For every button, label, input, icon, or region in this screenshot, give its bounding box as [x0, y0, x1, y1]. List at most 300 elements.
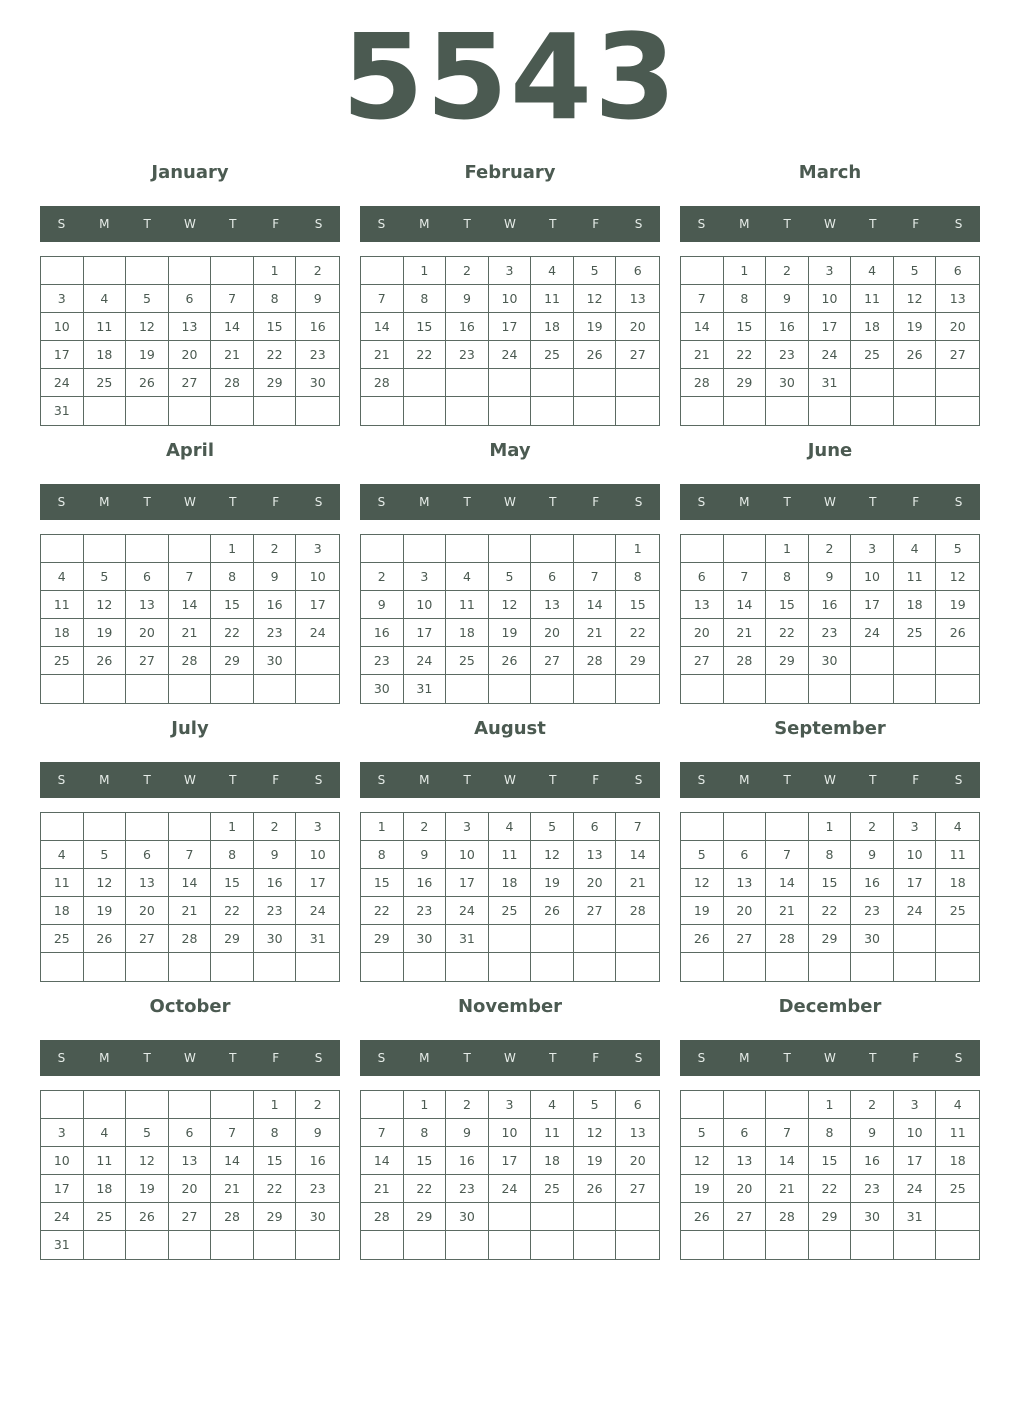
- day-cell: 19: [126, 1175, 169, 1203]
- day-cell: 20: [574, 869, 617, 897]
- empty-day-cell: [296, 647, 339, 675]
- day-cell: 18: [446, 619, 489, 647]
- day-cell: 28: [211, 369, 254, 397]
- empty-day-cell: [936, 953, 979, 981]
- day-cell: 15: [211, 869, 254, 897]
- empty-day-cell: [404, 369, 447, 397]
- day-cell: 25: [936, 1175, 979, 1203]
- month-title: May: [489, 440, 531, 461]
- empty-day-cell: [616, 925, 659, 953]
- empty-day-cell: [84, 813, 127, 841]
- weekday-label: S: [634, 773, 643, 787]
- empty-day-cell: [489, 675, 532, 703]
- weekday-label: T: [463, 495, 471, 509]
- day-cell: 27: [936, 341, 979, 369]
- empty-day-cell: [489, 1203, 532, 1231]
- day-cell: 29: [254, 369, 297, 397]
- weekday-label: F: [272, 495, 280, 509]
- day-cell: 21: [766, 1175, 809, 1203]
- day-cell: 2: [296, 257, 339, 285]
- day-cell: 21: [169, 619, 212, 647]
- day-cell: 16: [851, 1147, 894, 1175]
- day-cell: 11: [936, 1119, 979, 1147]
- day-cell: 20: [724, 1175, 767, 1203]
- day-cell: 29: [361, 925, 404, 953]
- empty-day-cell: [574, 953, 617, 981]
- weekday-label: F: [272, 1051, 280, 1065]
- day-cell: 1: [809, 1091, 852, 1119]
- day-cell: 25: [84, 369, 127, 397]
- day-cell: 5: [894, 257, 937, 285]
- day-cell: 7: [169, 841, 212, 869]
- day-cell: 13: [169, 1147, 212, 1175]
- day-cell: 2: [446, 1091, 489, 1119]
- day-cell: 28: [616, 897, 659, 925]
- day-cell: 10: [894, 1119, 937, 1147]
- day-cell: 26: [681, 1203, 724, 1231]
- day-cell: 8: [254, 1119, 297, 1147]
- day-cell: 21: [681, 341, 724, 369]
- day-cell: 1: [254, 1091, 297, 1119]
- day-cell: 3: [446, 813, 489, 841]
- day-cell: 17: [894, 1147, 937, 1175]
- weekday-label: T: [229, 1051, 237, 1065]
- day-cell: 20: [126, 619, 169, 647]
- empty-day-cell: [574, 1203, 617, 1231]
- day-cell: 7: [211, 285, 254, 313]
- day-cell: 10: [851, 563, 894, 591]
- day-cell: 22: [616, 619, 659, 647]
- day-cell: 17: [809, 313, 852, 341]
- day-cell: 8: [809, 1119, 852, 1147]
- day-cell: 25: [84, 1203, 127, 1231]
- weekday-label: S: [377, 773, 386, 787]
- day-cell: 4: [489, 813, 532, 841]
- day-cell: 6: [616, 257, 659, 285]
- empty-day-cell: [211, 1091, 254, 1119]
- day-cell: 6: [681, 563, 724, 591]
- day-cell: 18: [84, 341, 127, 369]
- day-cell: 8: [404, 285, 447, 313]
- day-cell: 23: [254, 897, 297, 925]
- day-cell: 9: [766, 285, 809, 313]
- day-cell: 24: [489, 1175, 532, 1203]
- empty-day-cell: [936, 675, 979, 703]
- day-cell: 15: [254, 1147, 297, 1175]
- weekday-label: F: [912, 217, 920, 231]
- day-cell: 13: [936, 285, 979, 313]
- empty-day-cell: [254, 397, 297, 425]
- day-cell: 7: [616, 813, 659, 841]
- weekday-label: T: [783, 1051, 791, 1065]
- empty-day-cell: [936, 1203, 979, 1231]
- day-cell: 18: [41, 897, 84, 925]
- day-cell: 23: [446, 1175, 489, 1203]
- day-cell: 14: [361, 1147, 404, 1175]
- day-cell: 27: [616, 1175, 659, 1203]
- day-cell: 20: [724, 897, 767, 925]
- day-cell: 29: [211, 647, 254, 675]
- weekday-label: T: [783, 495, 791, 509]
- weekday-label: T: [869, 495, 877, 509]
- day-grid: [360, 534, 660, 704]
- empty-day-cell: [531, 1203, 574, 1231]
- weekday-label: S: [57, 217, 66, 231]
- day-cell: 16: [254, 591, 297, 619]
- day-cell: 1: [361, 813, 404, 841]
- day-cell: 11: [41, 591, 84, 619]
- weekday-label: T: [869, 773, 877, 787]
- day-cell: 2: [851, 813, 894, 841]
- day-grid: [360, 1090, 660, 1260]
- weekday-label: M: [419, 1051, 430, 1065]
- empty-day-cell: [296, 953, 339, 981]
- day-grid: [40, 256, 340, 426]
- day-cell: 22: [809, 1175, 852, 1203]
- empty-day-cell: [41, 813, 84, 841]
- day-cell: 21: [616, 869, 659, 897]
- day-cell: 3: [404, 563, 447, 591]
- day-cell: 23: [809, 619, 852, 647]
- day-cell: 25: [531, 1175, 574, 1203]
- day-cell: 31: [404, 675, 447, 703]
- day-cell: 3: [296, 813, 339, 841]
- empty-day-cell: [851, 953, 894, 981]
- empty-day-cell: [574, 369, 617, 397]
- day-cell: 30: [851, 925, 894, 953]
- empty-day-cell: [616, 675, 659, 703]
- empty-day-cell: [446, 953, 489, 981]
- empty-day-cell: [809, 1231, 852, 1259]
- weekday-header: [40, 484, 340, 520]
- empty-day-cell: [936, 1231, 979, 1259]
- day-cell: 11: [851, 285, 894, 313]
- day-cell: 7: [766, 1119, 809, 1147]
- day-cell: 27: [531, 647, 574, 675]
- day-cell: 1: [766, 535, 809, 563]
- day-cell: 23: [254, 619, 297, 647]
- day-cell: 29: [211, 925, 254, 953]
- day-cell: 22: [404, 1175, 447, 1203]
- weekday-label: S: [57, 773, 66, 787]
- day-cell: 20: [169, 1175, 212, 1203]
- day-cell: 23: [296, 341, 339, 369]
- day-cell: 7: [766, 841, 809, 869]
- day-cell: 14: [361, 313, 404, 341]
- day-cell: 10: [41, 313, 84, 341]
- day-cell: 17: [894, 869, 937, 897]
- empty-day-cell: [936, 369, 979, 397]
- day-cell: 9: [446, 285, 489, 313]
- empty-day-cell: [211, 675, 254, 703]
- weekday-label: T: [143, 1051, 151, 1065]
- day-cell: 6: [169, 1119, 212, 1147]
- day-cell: 31: [446, 925, 489, 953]
- day-cell: 29: [254, 1203, 297, 1231]
- day-cell: 12: [574, 285, 617, 313]
- day-cell: 13: [724, 1147, 767, 1175]
- day-cell: 16: [404, 869, 447, 897]
- day-cell: 9: [296, 1119, 339, 1147]
- weekday-label: S: [377, 495, 386, 509]
- day-cell: 1: [211, 535, 254, 563]
- weekday-header: [680, 206, 980, 242]
- day-cell: 4: [84, 1119, 127, 1147]
- day-cell: 26: [84, 647, 127, 675]
- day-cell: 15: [254, 313, 297, 341]
- day-cell: 7: [211, 1119, 254, 1147]
- day-grid: [680, 256, 980, 426]
- day-cell: 25: [446, 647, 489, 675]
- weekday-label: S: [634, 1051, 643, 1065]
- day-cell: 2: [296, 1091, 339, 1119]
- day-grid: [680, 1090, 980, 1260]
- empty-day-cell: [126, 535, 169, 563]
- empty-day-cell: [169, 953, 212, 981]
- day-cell: 10: [489, 285, 532, 313]
- day-cell: 19: [531, 869, 574, 897]
- empty-day-cell: [404, 397, 447, 425]
- day-cell: 27: [126, 647, 169, 675]
- day-cell: 19: [936, 591, 979, 619]
- day-cell: 18: [894, 591, 937, 619]
- day-cell: 17: [489, 313, 532, 341]
- month-title: January: [151, 162, 229, 183]
- day-cell: 16: [809, 591, 852, 619]
- day-cell: 8: [809, 841, 852, 869]
- day-cell: 9: [254, 563, 297, 591]
- empty-day-cell: [84, 1091, 127, 1119]
- day-cell: 10: [809, 285, 852, 313]
- day-cell: 22: [211, 897, 254, 925]
- month-title: March: [798, 162, 862, 183]
- empty-day-cell: [254, 1231, 297, 1259]
- day-cell: 26: [936, 619, 979, 647]
- empty-day-cell: [361, 1091, 404, 1119]
- empty-day-cell: [211, 953, 254, 981]
- day-cell: 5: [681, 1119, 724, 1147]
- day-cell: 22: [404, 341, 447, 369]
- day-cell: 4: [41, 563, 84, 591]
- day-cell: 15: [616, 591, 659, 619]
- day-cell: 3: [41, 1119, 84, 1147]
- day-grid: [680, 812, 980, 982]
- day-cell: 19: [574, 313, 617, 341]
- empty-day-cell: [894, 1231, 937, 1259]
- weekday-label: S: [634, 495, 643, 509]
- day-cell: 1: [211, 813, 254, 841]
- day-grid: [40, 1090, 340, 1260]
- weekday-header: [40, 206, 340, 242]
- day-cell: 25: [489, 897, 532, 925]
- month-title: August: [474, 718, 546, 739]
- empty-day-cell: [809, 675, 852, 703]
- empty-day-cell: [724, 953, 767, 981]
- day-cell: 2: [851, 1091, 894, 1119]
- weekday-label: S: [377, 217, 386, 231]
- weekday-label: F: [592, 495, 600, 509]
- weekday-label: M: [739, 773, 750, 787]
- day-cell: 24: [41, 369, 84, 397]
- day-cell: 14: [766, 1147, 809, 1175]
- empty-day-cell: [489, 369, 532, 397]
- empty-day-cell: [681, 953, 724, 981]
- weekday-label: T: [229, 773, 237, 787]
- day-cell: 12: [936, 563, 979, 591]
- day-cell: 25: [41, 647, 84, 675]
- day-cell: 31: [894, 1203, 937, 1231]
- empty-day-cell: [126, 1231, 169, 1259]
- day-cell: 26: [681, 925, 724, 953]
- day-cell: 11: [936, 841, 979, 869]
- day-cell: 7: [724, 563, 767, 591]
- empty-day-cell: [211, 257, 254, 285]
- weekday-label: T: [549, 1051, 557, 1065]
- day-cell: 5: [574, 257, 617, 285]
- empty-day-cell: [361, 257, 404, 285]
- empty-day-cell: [489, 953, 532, 981]
- empty-day-cell: [616, 397, 659, 425]
- day-cell: 8: [404, 1119, 447, 1147]
- day-cell: 22: [211, 619, 254, 647]
- day-cell: 12: [681, 869, 724, 897]
- month-title: June: [807, 440, 853, 461]
- weekday-label: W: [824, 495, 836, 509]
- weekday-header: [680, 1040, 980, 1076]
- day-cell: 17: [41, 341, 84, 369]
- empty-day-cell: [936, 925, 979, 953]
- day-cell: 13: [616, 285, 659, 313]
- day-cell: 21: [361, 341, 404, 369]
- empty-day-cell: [766, 953, 809, 981]
- day-cell: 26: [126, 369, 169, 397]
- day-cell: 11: [41, 869, 84, 897]
- day-cell: 18: [851, 313, 894, 341]
- empty-day-cell: [724, 1231, 767, 1259]
- weekday-label: T: [229, 217, 237, 231]
- empty-day-cell: [296, 397, 339, 425]
- empty-day-cell: [126, 953, 169, 981]
- empty-day-cell: [296, 1231, 339, 1259]
- weekday-label: S: [314, 217, 323, 231]
- empty-day-cell: [681, 535, 724, 563]
- weekday-label: T: [143, 495, 151, 509]
- day-cell: 17: [296, 869, 339, 897]
- empty-day-cell: [766, 813, 809, 841]
- empty-day-cell: [724, 1091, 767, 1119]
- weekday-label: M: [419, 217, 430, 231]
- day-cell: 10: [296, 563, 339, 591]
- day-cell: 5: [126, 1119, 169, 1147]
- weekday-label: S: [634, 217, 643, 231]
- empty-day-cell: [531, 925, 574, 953]
- weekday-header: [360, 206, 660, 242]
- day-cell: 5: [489, 563, 532, 591]
- day-cell: 17: [489, 1147, 532, 1175]
- day-cell: 20: [126, 897, 169, 925]
- empty-day-cell: [254, 953, 297, 981]
- day-cell: 26: [84, 925, 127, 953]
- day-cell: 11: [84, 313, 127, 341]
- day-cell: 3: [41, 285, 84, 313]
- empty-day-cell: [574, 675, 617, 703]
- day-cell: 3: [489, 1091, 532, 1119]
- day-cell: 17: [851, 591, 894, 619]
- day-cell: 13: [126, 869, 169, 897]
- day-cell: 19: [894, 313, 937, 341]
- day-cell: 27: [574, 897, 617, 925]
- weekday-label: F: [912, 495, 920, 509]
- day-cell: 2: [404, 813, 447, 841]
- empty-day-cell: [531, 535, 574, 563]
- empty-day-cell: [41, 1091, 84, 1119]
- empty-day-cell: [531, 1231, 574, 1259]
- day-cell: 4: [936, 1091, 979, 1119]
- empty-day-cell: [681, 1231, 724, 1259]
- day-cell: 5: [681, 841, 724, 869]
- day-cell: 15: [724, 313, 767, 341]
- day-cell: 7: [361, 285, 404, 313]
- empty-day-cell: [681, 397, 724, 425]
- day-cell: 15: [211, 591, 254, 619]
- day-cell: 12: [489, 591, 532, 619]
- day-cell: 19: [126, 341, 169, 369]
- day-cell: 20: [616, 1147, 659, 1175]
- day-cell: 14: [574, 591, 617, 619]
- empty-day-cell: [169, 1231, 212, 1259]
- day-cell: 29: [809, 925, 852, 953]
- empty-day-cell: [766, 1231, 809, 1259]
- day-cell: 30: [296, 369, 339, 397]
- day-cell: 6: [936, 257, 979, 285]
- empty-day-cell: [296, 675, 339, 703]
- day-cell: 10: [894, 841, 937, 869]
- day-cell: 17: [296, 591, 339, 619]
- day-cell: 16: [361, 619, 404, 647]
- day-cell: 25: [936, 897, 979, 925]
- day-cell: 18: [531, 313, 574, 341]
- day-cell: 23: [404, 897, 447, 925]
- day-cell: 28: [766, 1203, 809, 1231]
- day-cell: 23: [851, 1175, 894, 1203]
- day-cell: 12: [126, 313, 169, 341]
- day-cell: 28: [574, 647, 617, 675]
- day-cell: 6: [126, 563, 169, 591]
- empty-day-cell: [169, 813, 212, 841]
- day-cell: 12: [894, 285, 937, 313]
- day-cell: 9: [809, 563, 852, 591]
- day-cell: 30: [851, 1203, 894, 1231]
- empty-day-cell: [574, 535, 617, 563]
- weekday-label: S: [954, 773, 963, 787]
- day-cell: 28: [361, 1203, 404, 1231]
- empty-day-cell: [84, 953, 127, 981]
- day-cell: 28: [766, 925, 809, 953]
- weekday-label: M: [99, 1051, 110, 1065]
- weekday-label: M: [419, 495, 430, 509]
- weekday-label: T: [143, 217, 151, 231]
- day-cell: 3: [894, 813, 937, 841]
- day-cell: 15: [809, 1147, 852, 1175]
- empty-day-cell: [169, 1091, 212, 1119]
- weekday-header: [40, 762, 340, 798]
- day-cell: 30: [254, 647, 297, 675]
- empty-day-cell: [616, 1203, 659, 1231]
- day-cell: 23: [766, 341, 809, 369]
- day-cell: 2: [254, 813, 297, 841]
- day-cell: 5: [84, 841, 127, 869]
- empty-day-cell: [169, 535, 212, 563]
